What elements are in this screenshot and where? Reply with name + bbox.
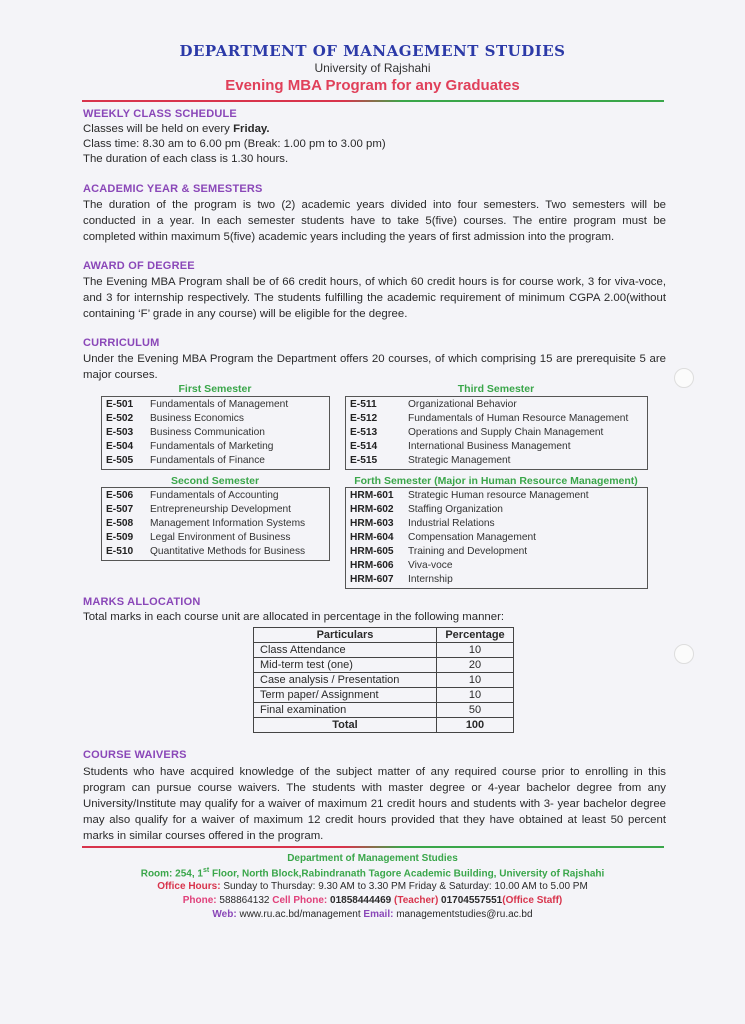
course-name: Legal Environment of Business [150,532,291,543]
academic-heading: ACADEMIC YEAR & SEMESTERS [83,183,263,195]
course-row [106,503,325,517]
course-code: E-502 [106,413,134,424]
percentage-cell: 20 [437,658,514,673]
course-name: Organizational Behavior [408,399,517,410]
marks-heading: MARKS ALLOCATION [83,596,201,608]
course-row [106,454,325,468]
course-row [350,398,643,412]
course-name: Strategic Human resource Management [408,490,589,501]
footer-room [0,867,745,879]
particular-cell: Term paper/ Assignment [254,688,437,703]
marks-table [253,627,514,733]
course-name: Viva-voce [408,560,453,571]
staff-label: (Office Staff) [502,895,563,906]
cell-value-2: 01704557551 [438,895,503,906]
course-name: Business Communication [150,427,265,438]
course-code: HRM-604 [350,532,394,543]
course-code: E-506 [106,490,134,501]
course-row [350,440,643,454]
web-label: Web: [212,909,237,920]
course-name: Staffing Organization [408,504,503,515]
percentage-header: Percentage [437,628,514,643]
university-name: University of Rajshahi [314,61,431,75]
course-row [106,517,325,531]
footer-phone [0,895,745,906]
particulars-header: Particulars [254,628,437,643]
course-code: HRM-605 [350,546,394,557]
course-code: E-512 [350,413,378,424]
particular-cell: Final examination [254,703,437,718]
course-row [350,454,643,468]
course-code: E-507 [106,504,134,515]
particular-cell: Mid-term test (one) [254,658,437,673]
semester-2-courses [101,487,330,561]
semester-4-label: Forth Semester (Major in Human Resource Management) [354,475,638,487]
header-divider [82,100,664,102]
semester-3-label: Third Semester [457,383,535,395]
marks-header-row [254,628,514,643]
curriculum-text: Under the Evening MBA Program the Department offers 20 courses, of which comprising 15 are prerequisite 5 are major courses. [83,353,666,381]
percentage-cell: 10 [437,688,514,703]
weekly-line-1 [83,122,270,137]
course-name: Operations and Supply Chain Management [408,427,604,438]
course-row [350,503,643,517]
weekly-line-3: The duration of each class is 1.30 hours. [83,153,289,165]
course-name: Strategic Management [408,455,511,466]
course-row [106,440,325,454]
semester-3-courses [345,396,648,470]
course-row [350,517,643,531]
course-row [350,559,643,573]
course-row [106,412,325,426]
course-code: E-514 [350,441,378,452]
footer-room-sup: st [202,867,210,874]
course-row [350,412,643,426]
table-row [254,688,514,703]
course-row [350,531,643,545]
course-row [350,489,643,503]
semester-1-label: First Semester [178,383,252,395]
table-row [254,643,514,658]
course-row [350,426,643,440]
semester-4-courses [345,487,648,589]
course-code: E-501 [106,399,134,410]
course-name: Management Information Systems [150,518,306,529]
cell-label: Cell Phone: [272,895,328,906]
award-heading: AWARD OF DEGREE [83,260,195,272]
department-title: DEPARTMENT OF MANAGEMENT STUDIES [179,42,566,60]
course-row [350,545,643,559]
course-code: E-510 [106,546,134,557]
course-row [106,426,325,440]
course-name: Business Economics [150,413,244,424]
course-name: International Business Management [408,441,571,452]
course-row [106,489,325,503]
program-title: Evening MBA Program for any Graduates [225,77,520,94]
course-name: Entrepreneurship Development [150,504,292,515]
web-link[interactable]: www.ru.ac.bd/management [236,909,364,920]
curriculum-heading: CURRICULUM [83,337,160,349]
footer-divider [82,846,664,848]
email-label: Email: [363,909,394,920]
semester-2-label: Second Semester [170,475,260,487]
course-code: E-504 [106,441,134,452]
course-code: HRM-602 [350,504,394,515]
total-label: Total [254,718,437,733]
table-row [254,673,514,688]
total-value: 100 [437,718,514,733]
course-name: Industrial Relations [408,518,495,529]
marks-text: Total marks in each course unit are allocated in percentage in the following manner: [83,611,505,623]
footer-room-pre: Room: 254, 1 [140,868,203,880]
award-text: The Evening MBA Program shall be of 66 credit hours, of which 60 credit hours is for course work, 3 for viva-voce, and 3 for internship respectively. The students fulfilling the academic requirement of minimum CGPA 2.00(without containing ‘F’ grade in any course) will be eligible for the degree. [83,276,666,320]
course-code: E-509 [106,532,134,543]
table-row [254,658,514,673]
course-name: Fundamentals of Finance [150,455,265,466]
particular-cell: Class Attendance [254,643,437,658]
course-name: Training and Development [408,546,528,557]
weekly-day: Friday. [233,123,270,135]
course-row [106,398,325,412]
course-row [350,573,643,587]
punch-hole-top [674,368,694,388]
email-link[interactable]: managementstudies@ru.ac.bd [393,909,533,920]
weekly-line-1-text: Classes will be held on every [83,123,234,135]
footer-office-hours [0,881,745,892]
table-row [254,703,514,718]
percentage-cell: 10 [437,643,514,658]
footer-room-post: Floor, North Block,Rabindranath Tagore Academic Building, University of Rajshahi [209,868,605,880]
semester-1-courses [101,396,330,470]
course-name: Fundamentals of Management [150,399,289,410]
course-code: HRM-601 [350,490,394,501]
phone-label: Phone: [182,895,217,906]
waivers-text: Students who have acquired knowledge of the subject matter of any required course prior to enrolling in this program can pursue course waivers. The students with master degree or 4-year bachelor degree from any University/Institute may qualify for a waiver of maximum 21 credit hours and students with 3- year bachelor degree may also qualify for a waiver of maximum 12 credit hours provided that they have obtained at least 50 percent marks in similar courses offered in the program. [83,766,666,842]
punch-hole-bottom [674,644,694,664]
course-code: E-511 [350,399,377,410]
course-name: Fundamentals of Human Resource Management [408,413,629,424]
footer-dept: Department of Management Studies [287,853,458,864]
course-code: HRM-606 [350,560,394,571]
course-row [106,531,325,545]
course-name: Fundamentals of Marketing [150,441,274,452]
particular-cell: Case analysis / Presentation [254,673,437,688]
cell-value-1: 01858444469 [327,895,394,906]
percentage-cell: 50 [437,703,514,718]
weekly-heading: WEEKLY CLASS SCHEDULE [83,108,237,120]
footer-web [0,909,745,920]
course-name: Fundamentals of Accounting [150,490,279,501]
course-code: E-508 [106,518,134,529]
course-name: Internship [408,574,453,585]
course-row [106,545,325,559]
course-code: E-505 [106,455,134,466]
course-name: Quantitative Methods for Business [150,546,306,557]
academic-text: The duration of the program is two (2) academic years divided into four semesters. Two semesters will be conducted in a year. In each semester students have to take 5(five) courses. The entire program must be completed within maximum 5(five) academic years including the years of first admission into the program. [83,199,666,243]
total-row [254,718,514,733]
weekly-line-2: Class time: 8.30 am to 6.00 pm (Break: 1.00 pm to 3.00 pm) [83,138,386,150]
office-hours-value: Sunday to Thursday: 9.30 AM to 3.30 PM Friday & Saturday: 10.00 AM to 5.00 PM [220,881,588,892]
course-code: HRM-603 [350,518,394,529]
phone-value: 588864132 [216,895,273,906]
waivers-heading: COURSE WAIVERS [83,749,187,761]
course-code: HRM-607 [350,574,394,585]
teacher-label: (Teacher) [394,895,439,906]
course-code: E-503 [106,427,134,438]
percentage-cell: 10 [437,673,514,688]
course-code: E-515 [350,455,378,466]
course-code: E-513 [350,427,378,438]
course-name: Compensation Management [408,532,536,543]
office-hours-label: Office Hours: [157,881,221,892]
